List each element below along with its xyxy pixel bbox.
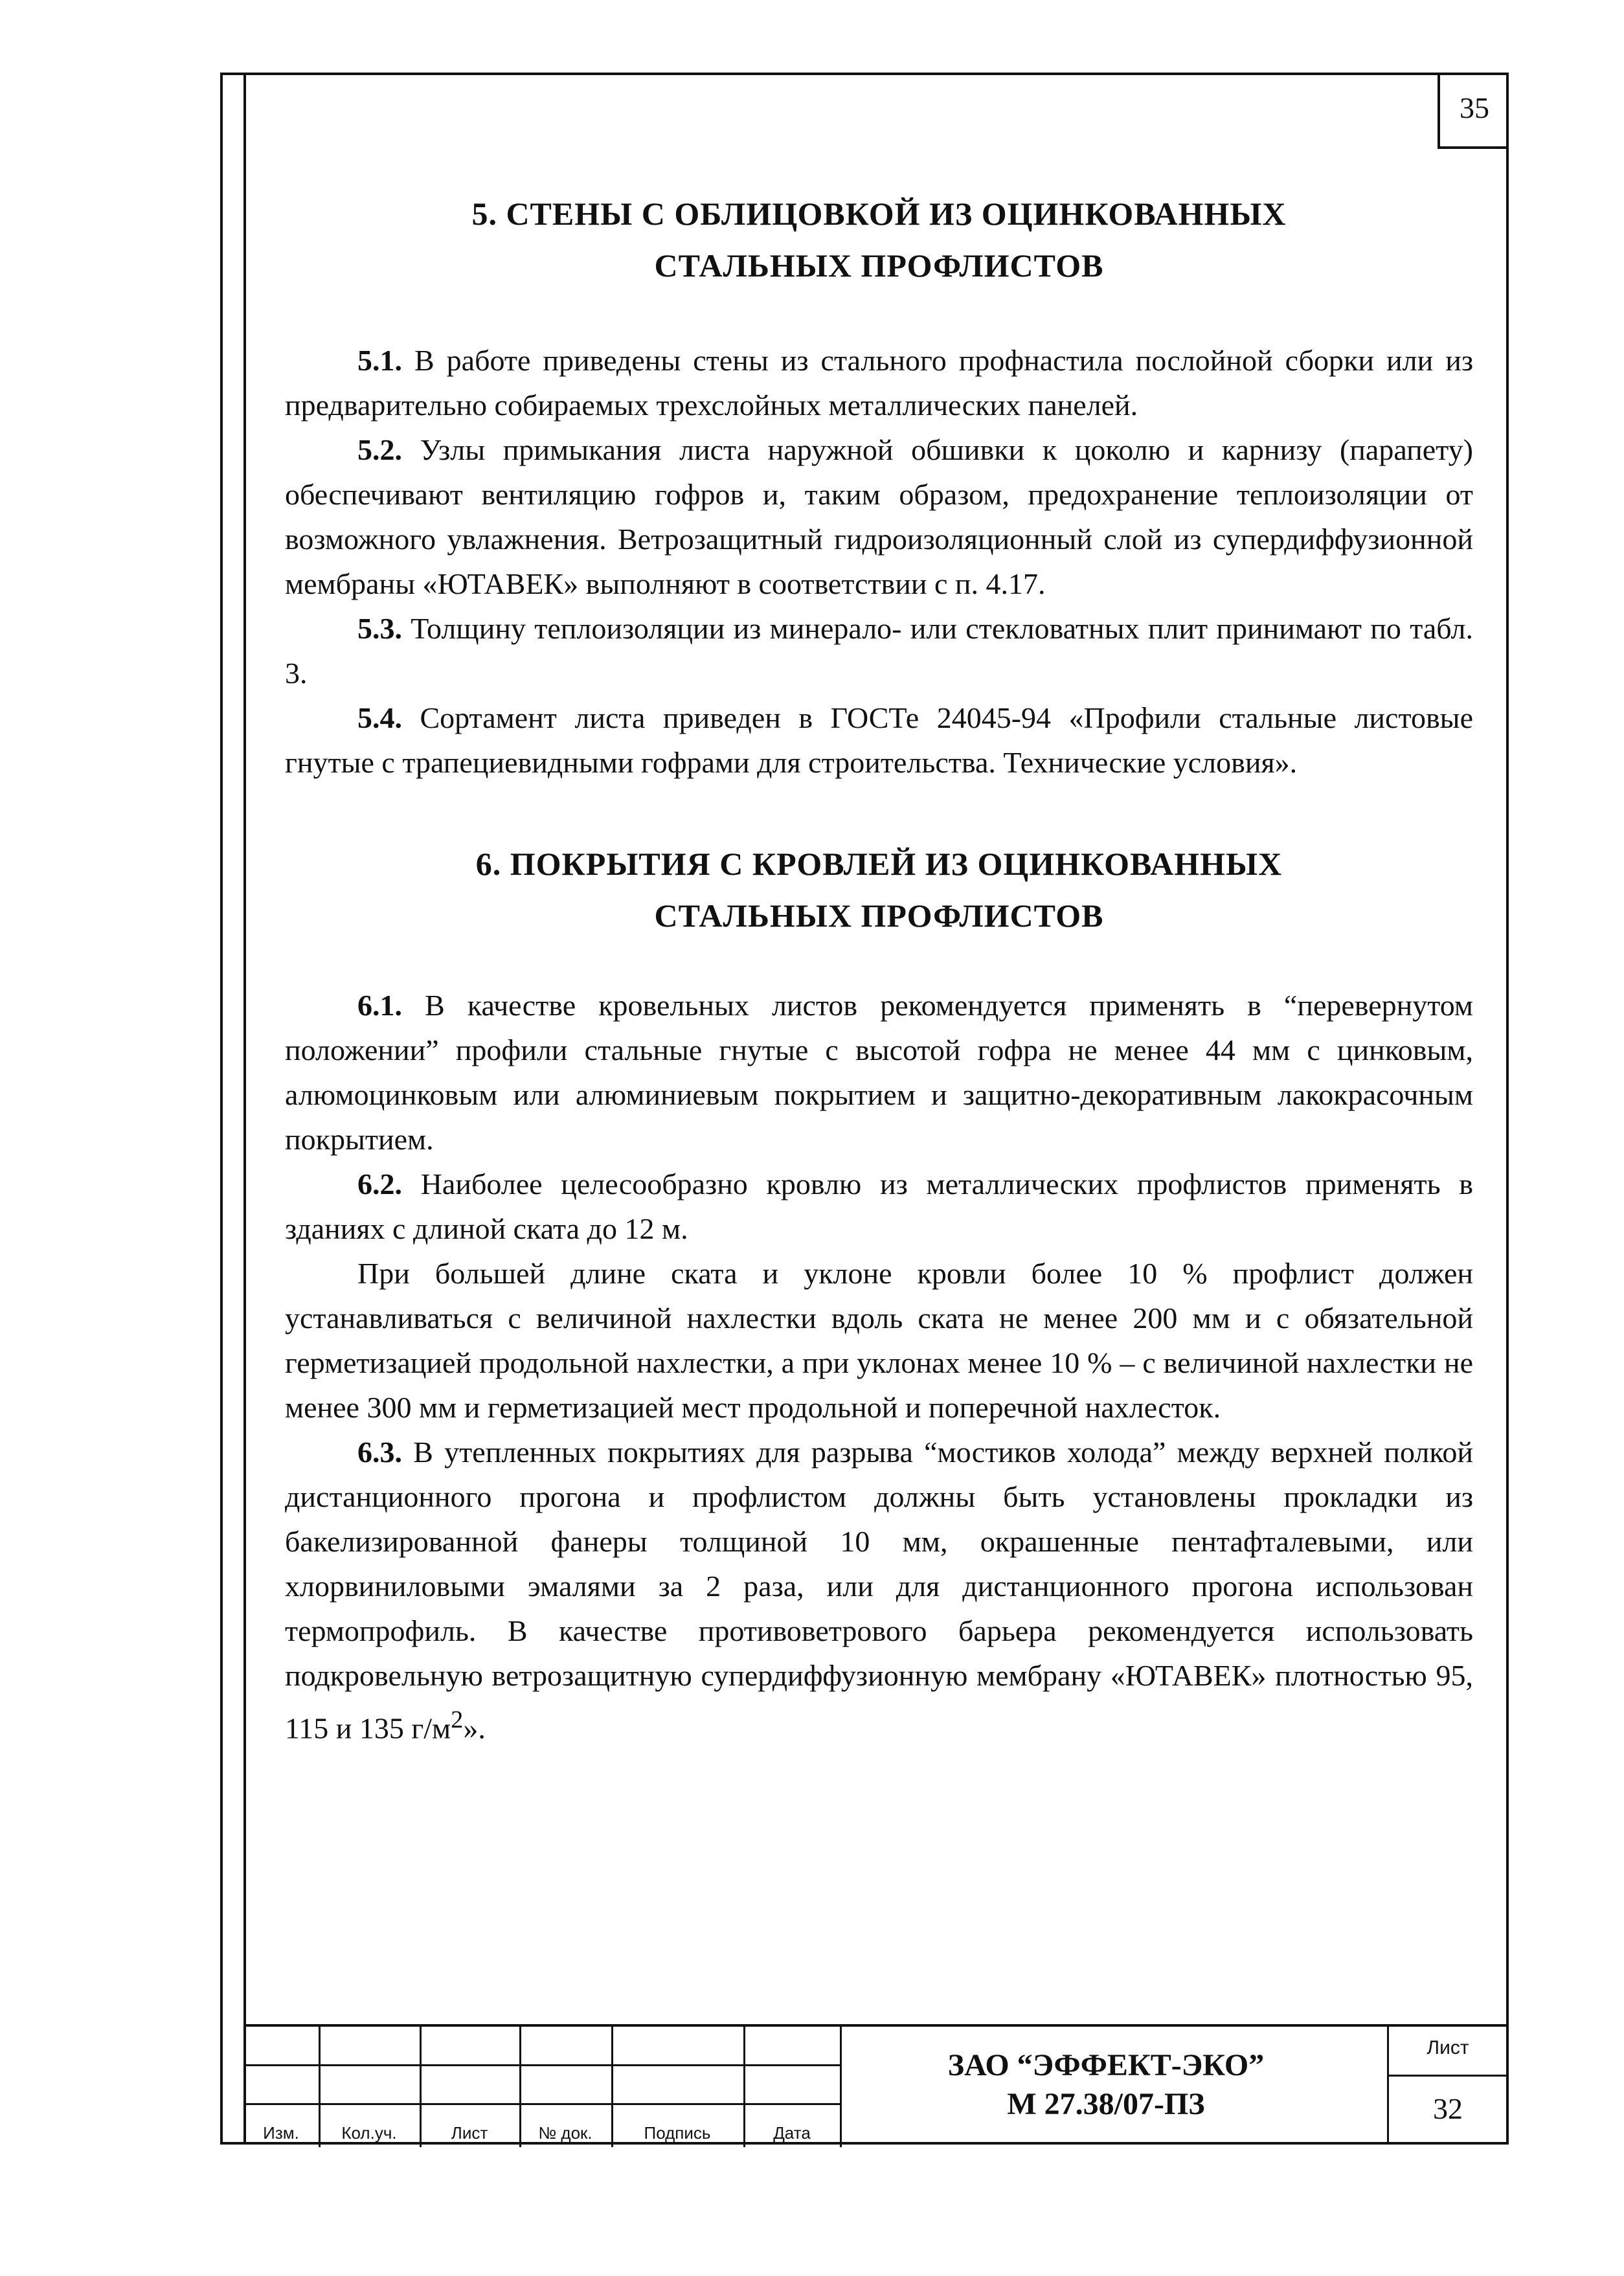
section-title-line: 6. ПОКРЫТИЯ С КРОВЛЕЙ ИЗ ОЦИНКОВАННЫХ [475, 846, 1283, 882]
column-header: Изм. [263, 2123, 299, 2143]
title-block [243, 2024, 1509, 2145]
paragraph-text: Узлы примыкания листа наружной обшивки к цоколю и карнизу (парапету) обеспечивают вентиляцию гофров и, таким образом, предохранение теплоизоляции от возможного увлажнения. Ветрозащитный гидроизоляционный слой из супердиффузионной мембраны «ЮТАВЕК» выполняют в соответствии с п. 4.17. [285, 433, 1473, 600]
paragraph-6-1 [285, 983, 1473, 1162]
paragraph-5-1 [285, 338, 1473, 427]
section-title-line: СТАЛЬНЫХ ПРОФЛИСТОВ [654, 247, 1104, 284]
table-line [243, 2103, 842, 2105]
paragraph-number: 5.4. [357, 701, 402, 734]
paragraph-5-3 [285, 606, 1473, 695]
paragraph-text: Наиболее целесообразно кровлю из металлических профлистов применять в зданиях с длиной ската до 12 м. [285, 1167, 1473, 1245]
superscript: 2 [451, 1706, 464, 1733]
company-name: ЗАО “ЭФФЕКТ-ЭКО” [947, 2048, 1265, 2082]
paragraph-text: В утепленных покрытиях для разрыва “мостиков холода” между верхней полкой дистанционного прогона и профлистом должны быть установлены прокладки из бакелизированной фанеры толщиной 10 мм, окрашенные пентафталевыми, или хлорвиниловыми эмалями за 2 раза, или для дистанционного прогона использован термопрофиль. В качестве противоветрового барьера рекомендуется использовать подкровельную ветрозащитную супердиффузионную мембрану «ЮТАВЕК» плотностью 95, 115 и 135 г/м [285, 1436, 1473, 1745]
paragraph-text: Сортамент листа приведен в ГОСТе 24045-94 «Профили стальные листовые гнутые с трапециевидными гофрами для строительства. Технические условия». [285, 701, 1473, 779]
paragraph-6-3 [285, 1430, 1473, 1750]
column-header: Кол.уч. [341, 2123, 397, 2143]
company-block [842, 2046, 1370, 2124]
paragraph-5-2 [285, 427, 1473, 606]
section-title-line: СТАЛЬНЫХ ПРОФЛИСТОВ [654, 897, 1104, 934]
paragraph-number: 5.3. [357, 612, 402, 645]
paragraph-text: В работе приведены стены из стального профнастила послойной сборки или из предварительно собираемых трехслойных металлических панелей. [285, 344, 1473, 422]
table-line [243, 2064, 842, 2066]
paragraph-text: Толщину теплоизоляции из минерало- или стекловатных плит принимают по табл. 3. [285, 612, 1473, 690]
page-number-top: 35 [1438, 73, 1509, 149]
paragraph-6-2-continued [285, 1251, 1473, 1430]
column-header: Дата [773, 2123, 811, 2143]
table-line [1387, 2075, 1509, 2077]
paragraph-number: 6.2. [357, 1167, 402, 1200]
column-header: № док. [538, 2123, 592, 2143]
sheet-number: 32 [1433, 2092, 1463, 2125]
paragraph-number: 5.2. [357, 433, 402, 466]
column-header: Лист [451, 2123, 488, 2143]
document-code: М 27.38/07-ПЗ [1007, 2087, 1205, 2121]
sheet-label: Лист [1427, 2037, 1469, 2058]
paragraph-text-end: ». [463, 1711, 486, 1745]
revision-table [243, 2027, 842, 2147]
section-title-line: 5. СТЕНЫ С ОБЛИЦОВКОЙ ИЗ ОЦИНКОВАННЫХ [471, 196, 1287, 232]
paragraph-6-2 [285, 1162, 1473, 1251]
paragraph-text: При большей длине ската и уклоне кровли более 10 % профлист должен устанавливаться с величиной нахлестки вдоль ската не менее 200 мм и с обязательной герметизацией продольной нахлестки, а при уклонах менее 10 % – с величиной нахлестки не менее 300 мм и герметизацией мест продольной и поперечной нахлесток. [285, 1257, 1473, 1424]
paragraph-number: 6.3. [357, 1436, 402, 1469]
paragraph-5-4 [285, 695, 1473, 785]
column-header: Подпись [644, 2123, 711, 2143]
page-content [285, 188, 1473, 1750]
section-5-title [285, 188, 1473, 291]
paragraph-number: 6.1. [357, 989, 402, 1022]
paragraph-number: 5.1. [357, 344, 402, 377]
binding-margin-line [243, 73, 246, 2145]
paragraph-text: В качестве кровельных листов рекомендуется применять в “перевернутом положении” профили стальные гнутые с высотой гофра не менее 44 мм с цинковым, алюмоцинковым или алюминиевым покрытием и защитно-декоративным лакокрасочным покрытием. [285, 989, 1473, 1156]
section-6-title [285, 838, 1473, 941]
